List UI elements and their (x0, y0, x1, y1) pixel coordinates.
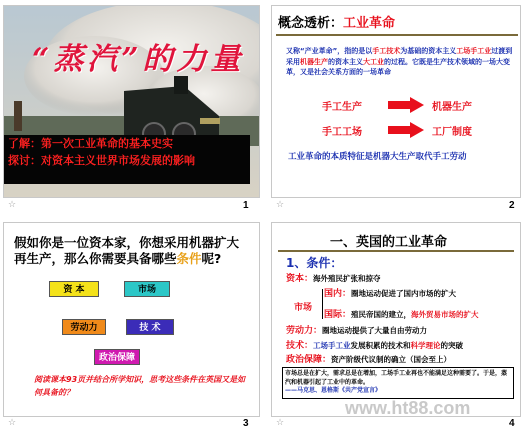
def-part: 过渡到采用 (286, 47, 513, 66)
question-part-c: 呢? (201, 251, 222, 266)
row-intl-value-a: 殖民帝国的建立， (351, 310, 412, 319)
row-market (294, 300, 312, 313)
slide-4-divider (278, 250, 514, 252)
row-politics (286, 352, 451, 365)
box-political-guarantee: 政治保障 (94, 349, 140, 365)
slide-2-heading-prefix: 概念透析： (278, 16, 344, 31)
watermark: www.ht88.com (345, 398, 471, 418)
slide-1-line-1: 了解：第一次工业革命的基本史实 (8, 137, 173, 150)
slide-4-number: 4 (509, 418, 515, 429)
row-labor-value: 圈地运动提供了大量自由劳动力 (322, 326, 428, 335)
label-factory-system: 工厂制度 (432, 127, 472, 138)
row-tech-key: 技术： (286, 341, 314, 351)
slide-3-reading-note: 阅读课本93页并结合所学知识，思考这些条件在英国又是如何具备的？ (34, 375, 246, 397)
def-part: 为基础的资本主义 (400, 47, 457, 55)
row-market-key: 市场 (294, 303, 313, 313)
box-labor: 劳动力 (62, 319, 106, 335)
row-labor (286, 323, 427, 336)
def-part: 的资本主义 (328, 57, 363, 66)
summary-source: ——马克思、恩格斯《共产党宣言》 (285, 387, 382, 394)
right-arrow-icon (388, 122, 424, 138)
slide-1-star-icon[interactable]: ☆ (8, 200, 17, 210)
slide-1-thumbnail[interactable] (3, 5, 260, 198)
slide-3-star-icon[interactable]: ☆ (8, 418, 17, 428)
slide-3-thumbnail[interactable] (3, 222, 260, 417)
row-labor-key: 劳动力： (286, 326, 323, 336)
row-capital (286, 271, 381, 284)
def-hand-tech: 手工技术 (372, 47, 401, 55)
slide-1-caption-bar (4, 135, 250, 184)
slide-2-star-icon[interactable]: ☆ (276, 200, 285, 210)
row-tech-value-c: 科学理论 (410, 341, 441, 350)
row-international (324, 307, 479, 320)
row-tech-value-b: 发展积累的技术和 (350, 341, 411, 350)
slide-4-star-icon[interactable]: ☆ (276, 418, 285, 428)
slide-2-heading-term: 工业革命 (343, 16, 396, 31)
slide-2-definition (286, 46, 516, 78)
slide-3-question (14, 235, 249, 267)
def-workshop: 工场手工业 (456, 47, 492, 55)
question-part-a: 假如你是一位资本家，你想采用机器扩大再生产，那么你需要具备哪些 (14, 235, 240, 266)
slide-4-thumbnail[interactable] (271, 222, 521, 417)
label-hand-production: 手工生产 (322, 102, 362, 113)
def-part: 又称“产业革命”，指的是以 (286, 47, 373, 55)
question-condition: 条件 (176, 251, 202, 266)
row-politics-key: 政治保障： (286, 355, 332, 365)
row-intl-key: 国际： (324, 310, 352, 320)
box-capital: 资 本 (49, 281, 99, 297)
slide-3-number: 3 (243, 418, 249, 429)
box-market: 市场 (124, 281, 170, 297)
row-domestic-key: 国内： (324, 289, 352, 299)
slide-1-title: “蒸汽”的力量 (32, 42, 245, 77)
row-capital-value: 海外殖民扩张和掠夺 (313, 274, 381, 283)
def-machine: 机器生产 (300, 57, 328, 66)
right-arrow-icon (388, 97, 424, 113)
row-tech-value-d: 的突破 (440, 341, 464, 350)
summary-quote: 市场总是在扩大，需求总是在增加，工场手工业再也不能满足这种需要了。于是，蒸汽和机器引起了工业中的革命。 (285, 370, 508, 386)
slide-4-conditions-heading: 1、条件： (286, 256, 343, 270)
slide-2-divider (276, 34, 518, 36)
slide-2-heading (278, 12, 395, 31)
row-domestic (324, 286, 456, 299)
slide-4-title: 一、英国的工业革命 (330, 235, 448, 250)
def-part: 的过程。它既是生产技术领域的一场大变革，又是社会关系方面的一场革命 (286, 57, 510, 76)
row-technology (286, 338, 463, 351)
label-machine-production: 机器生产 (432, 102, 472, 113)
box-technology: 技 术 (126, 319, 174, 335)
row-domestic-value: 圈地运动促进了国内市场的扩大 (351, 289, 457, 298)
row-tech-value-a: 工场手工业 (313, 341, 351, 350)
slide-1-number: 1 (243, 200, 249, 211)
slide-2-thumbnail[interactable] (271, 5, 521, 198)
row-intl-value-b: 海外贸易市场的扩大 (411, 310, 479, 319)
row-politics-value: 资产阶级代议制的确立（国会至上） (331, 355, 452, 364)
def-big-industry: 大工业 (363, 57, 384, 66)
slide-4-summary-box (282, 367, 514, 399)
slide-2-number: 2 (509, 200, 515, 211)
row-capital-key: 资本： (286, 274, 314, 284)
slide-2-essence: 工业革命的本质特征是机器大生产取代手工劳动 (288, 152, 467, 162)
label-workshop: 手工工场 (322, 127, 362, 138)
slide-1-line-2: 探讨：对资本主义世界市场发展的影响 (8, 154, 195, 167)
